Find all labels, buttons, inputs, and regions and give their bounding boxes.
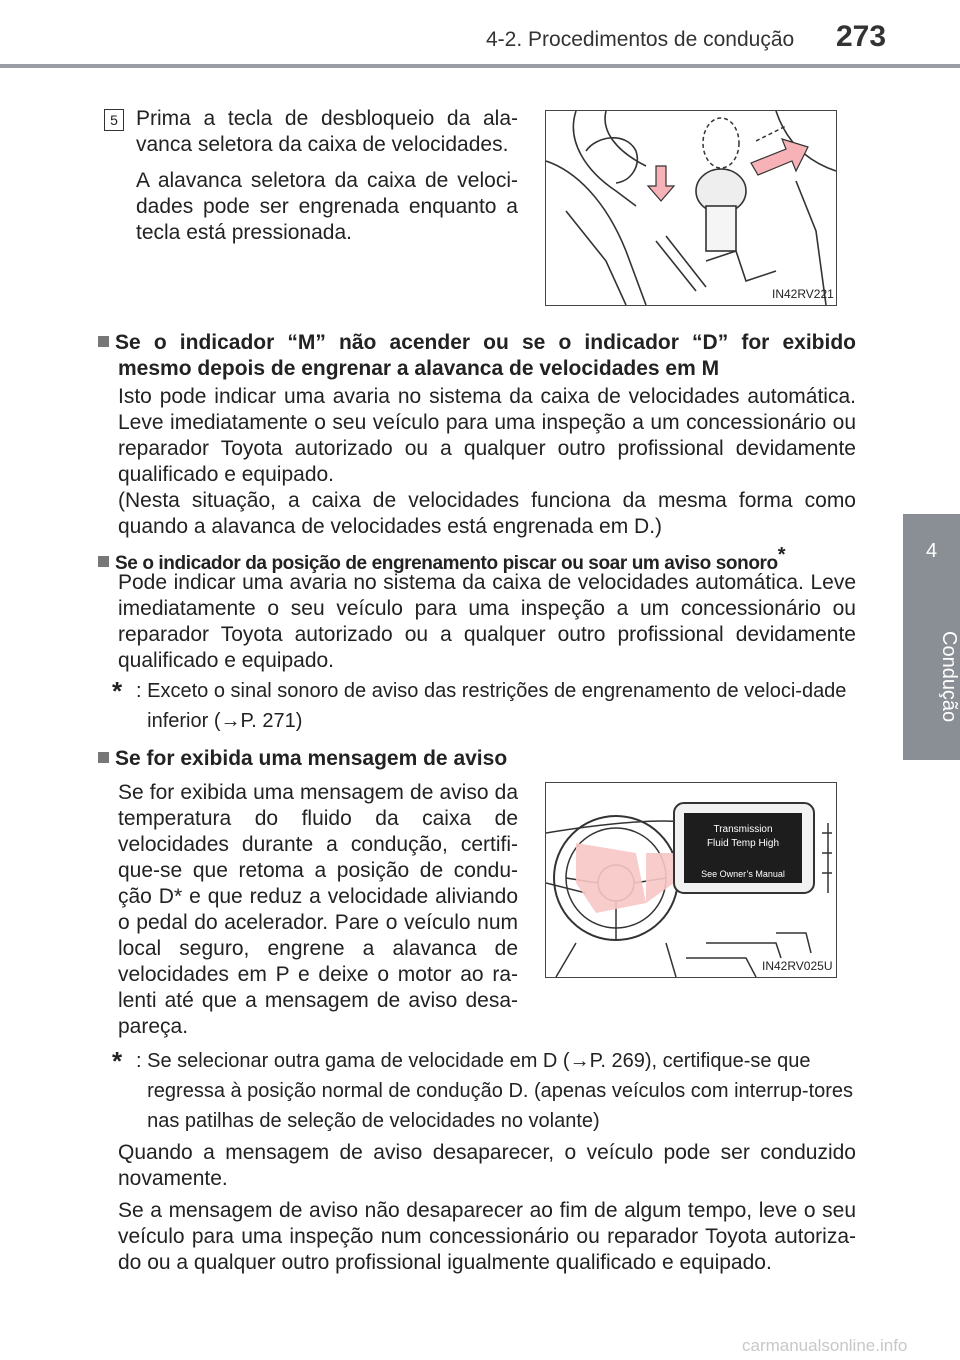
shift-lever-figure [545,110,837,306]
footnote-paddle-shift: * : Se selecionar outra gama de velocidade em D (→P. 269), certifique-se que regressa à posição normal de condução D. (apenas veículos com interrup-tores nas patilhas de seleção de velocidades no volante) [112,1046,857,1136]
header-rule [0,64,960,68]
warning-disappeared-text: Quando a mensagem de aviso desaparecer, o veículo pode ser conduzido novamente. [118,1141,856,1190]
heading-m-indicator: Se o indicador “M” não acender ou se o indicador “D” for exibido [98,330,856,356]
step-text-shift: A alavanca seletora da caixa de veloci-dades pode ser engrenada enquanto a tecla está pressionada. [136,169,518,244]
blinking-indicator-text: Pode indicar uma avaria no sistema da caixa de velocidades automática. Leve imediatamente o seu veículo para uma inspeção a um concessionário ou reparador Toyota autorizado ou a qualquer outro profissional devidamente qualificado e equipado. [118,571,856,672]
m-indicator-text: Isto pode indicar uma avaria no sistema da caixa de velocidades automática. Leve imediatamente o seu veículo para uma inspeção a um concessionário ou reparador Toyota autorizado ou a qualquer outro profissional devidamente qualificado e equipado. [118,385,856,486]
heading-blinking-indicator: Se o indicador da posição de engrenamento piscar ou soar um aviso sonoro* [98,542,868,577]
section-title: 4-2. Procedimentos de condução [486,28,795,51]
warning-persists-text: Se a mensagem de aviso não desaparecer ao fim de algum tempo, leve o seu veículo para uma inspeção num concessionário ou reparador Toyota autoriza-do ou a qualquer outro profissional igualmente qualificado e equipado. [118,1199,856,1274]
watermark: carmanualsonline.info [742,1336,908,1355]
display-line-2: Fluid Temp High [706,838,780,849]
heading-m-indicator-cont: mesmo depois de engrenar a alavanca de velocidades em M [118,357,720,380]
figure-code: IN42RV025U [762,959,833,973]
display-line-1: Transmission [713,824,773,835]
shift-lever-illustration [546,111,836,305]
footnote-star: * [112,1046,123,1076]
page-number: 273 [836,20,887,53]
step-number: 5 [104,109,124,131]
heading-warning-message: Se for exibida uma mensagem de aviso [98,746,698,772]
footnote-star: * [112,676,123,706]
display-line-3: See Owner’s Manual [701,869,785,879]
warning-display-figure [545,782,837,978]
bullet-square [98,336,109,347]
footnote-downshift-text: Exceto o sinal sonoro de aviso das restrições de engrenamento de veloci-dade inferior (→P. 271) [147,680,847,732]
m-indicator-note: (Nesta situação, a caixa de velocidades funciona da mesma forma como quando a alavanca de velocidades está engrenada em D.) [118,489,856,538]
dashboard-illustration [546,783,836,977]
footnote-downshift: * : Exceto o sinal sonoro de aviso das restrições de engrenamento de veloci-dade inferior (→P. 271) [112,676,852,736]
footnote-marker: * [777,544,786,566]
bullet-square [98,556,109,567]
footnote-paddle-shift-text: Se selecionar outra gama de velocidade em D (→P. 269), certifique-se que regressa à posição normal de condução D. (apenas veículos com interrup-tores nas patilhas de seleção de velocidades no volante) [147,1050,854,1132]
chapter-number: 4 [925,540,938,562]
chapter-label: Condução [938,631,960,723]
warning-message-text: Se for exibida uma mensagem de aviso da temperatura do fluido da caixa de velocidades durante a condução, certifi-que-se que retoma a posição de condu-ção D* e que reduz a velocidade aliviando o pedal do acelerador. Pare o veículo num local seguro, engrene a alavanca de velocidades em P e deixe o motor ao ra-lenti até que a mensagem de aviso desa-pareça. [118,781,518,1038]
bullet-square [98,752,109,763]
figure-code: IN42RV221 [772,287,834,301]
step-text-unlock: Prima a tecla de desbloqueio da ala-vanca seletora da caixa de velocidades. [136,107,518,156]
